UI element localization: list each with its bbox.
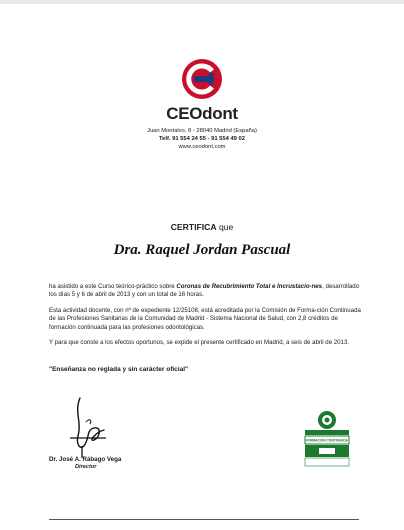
brand-address: Juan Montalvo, 8 - 28040 Madrid (España) (147, 128, 257, 134)
top-divider (0, 0, 404, 4)
course-title: Coronas de Recubrimiento Total e Incrustacio-nes (176, 283, 323, 290)
signature-icon (60, 392, 120, 462)
attendance-paragraph (49, 283, 361, 300)
issuance-paragraph: Y para que conste a los efectos oportunos, se expide el presente certificado en Madrid, a seis de abril de 2013. (49, 339, 350, 346)
certifica-word: CERTIFICA (170, 222, 217, 232)
ceodont-logo-icon (181, 58, 223, 100)
recipient-name: Dra. Raquel Jordan Pascual (113, 242, 291, 258)
signer-name: Dr. José A. Rábago Vega (49, 456, 122, 463)
brand-web: www.ceodont.com (178, 144, 226, 150)
signer-role: Director (75, 464, 97, 470)
para1-post: , desarrollado los días 5 y 6 de abril de 2013 y con un total de 16 horas. (49, 283, 360, 299)
svg-text:FORMACIÓN CONTINUADA: FORMACIÓN CONTINUADA (306, 438, 348, 443)
para1-pre: ha asistido a este Curso teórico-práctico sobre (49, 283, 177, 290)
brand-name: CEOdont (166, 104, 238, 123)
brand-phone: Telf. 91 554 24 55 - 91 554 49 02 (159, 136, 245, 142)
footer-divider (49, 519, 359, 520)
accreditation-paragraph: Esta actividad docente, con nº de expediente 12/25108, está acreditada por la Comisión de Forma-ción Continuada de las Profesiones Sanitarias de la Comunidad de Madrid - Sistema Nacional de Salud, con 2,8 créditos de formación continuada para las profesiones odontológicas. (49, 307, 361, 331)
certifica-que: que (218, 222, 234, 232)
motto: "Enseñanza no reglada y sin carácter oficial" (49, 366, 189, 373)
accreditation-seal-icon (303, 408, 351, 468)
certifica-line (0, 222, 404, 232)
